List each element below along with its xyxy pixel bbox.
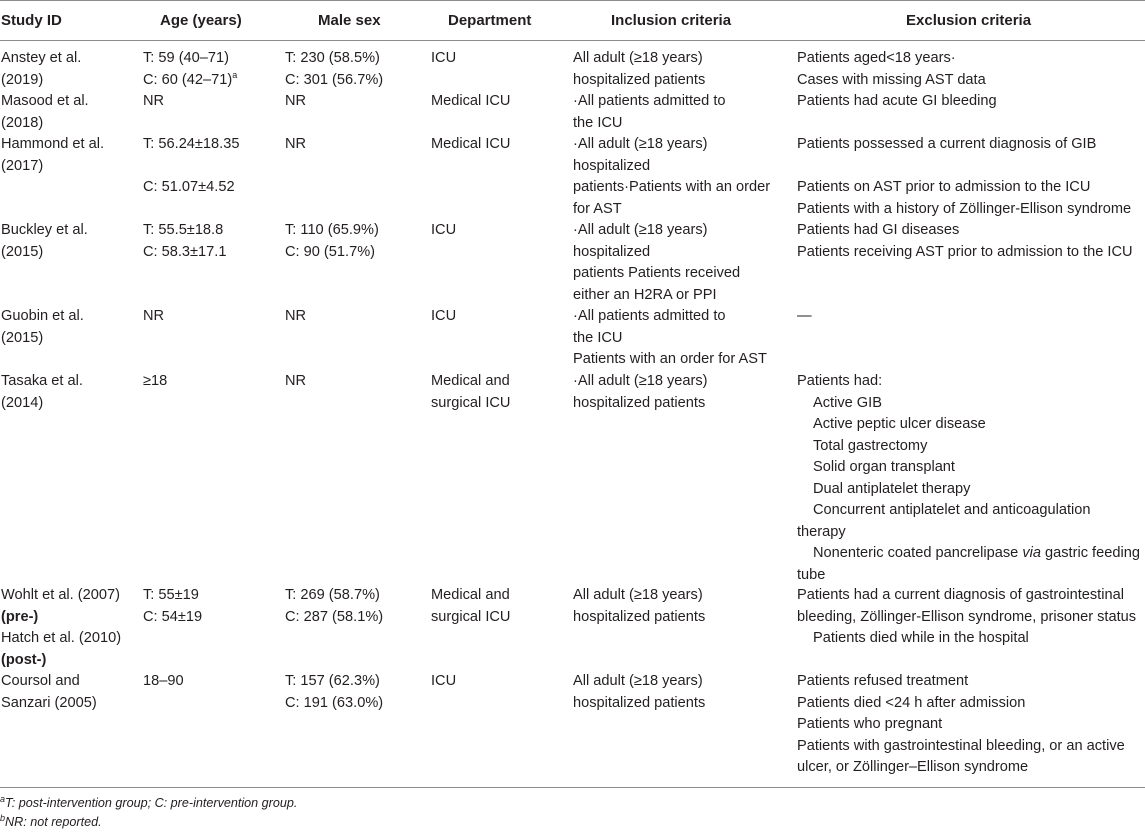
age-cell: T: 56.24±18.35 C: 51.07±4.52	[143, 136, 240, 195]
department-cell: Medical and surgical ICU	[431, 373, 511, 411]
header-inclusion: Inclusion criteria	[611, 12, 732, 29]
footnote-b: $^b$NR: not reported.	[0, 812, 102, 829]
study-id-cell: Coursol and Sanzari (2005)	[1, 673, 97, 711]
study-id-cell: Buckley et al. (2015)	[1, 222, 88, 260]
age-cell: NR	[143, 308, 165, 324]
department-cell: Medical ICU	[431, 136, 511, 152]
department-cell: ICU	[431, 673, 457, 689]
age-cell: T: 55±19 C: 54±19	[143, 587, 203, 625]
department-cell: ICU	[431, 308, 457, 324]
study-id-cell: Masood et al. (2018)	[1, 93, 89, 131]
footnote-marker: a	[232, 69, 238, 80]
header-rule	[0, 40, 1145, 41]
top-rule	[0, 0, 1145, 1]
department-cell: Medical and surgical ICU	[431, 587, 511, 625]
study-id-cell: Anstey et al. (2019)	[1, 50, 82, 88]
study-id-cell: Wohlt et al. (2007) (pre-) Hatch et al. (2010) (post-)	[1, 587, 122, 668]
bottom-rule	[0, 787, 1145, 788]
age-cell: T: 55.5±18.8 C: 58.3±17.1	[143, 222, 227, 260]
exclusion-cell: Patients refused treatment Patients died <24 h after admission Patients who pregnant Patients with gastrointestinal bleeding, or an active ulcer, or Zöllinger–Ellison syndrome	[797, 673, 1125, 775]
header-department: Department	[448, 12, 532, 29]
study-id-cell: Guobin et al. (2015)	[1, 308, 84, 346]
exclusion-cell: Patients had GI diseases Patients receiving AST prior to admission to the ICU	[797, 222, 1133, 260]
department-cell: ICU	[431, 50, 457, 66]
header-age: Age (years)	[160, 12, 242, 29]
age-cell: ≥18	[143, 373, 168, 389]
age-cell: 18–90	[143, 673, 184, 689]
inclusion-cell: All adult (≥18 years) hospitalized patients	[573, 673, 706, 711]
male-sex-cell: T: 157 (62.3%) C: 191 (63.0%)	[285, 673, 384, 711]
inclusion-cell: ·All patients admitted to the ICU	[573, 93, 726, 131]
male-sex-cell: NR	[285, 308, 307, 324]
male-sex-cell: T: 269 (58.7%) C: 287 (58.1%)	[285, 587, 384, 625]
inclusion-cell: ·All patients admitted to the ICU Patients with an order for AST	[573, 308, 767, 367]
footnote-a: $^a$T: post-intervention group; C: pre-intervention group.	[0, 793, 298, 810]
header-study-id: Study ID	[1, 12, 62, 29]
male-sex-cell: T: 230 (58.5%) C: 301 (56.7%)	[285, 50, 384, 88]
header-exclusion: Exclusion criteria	[906, 12, 1032, 29]
study-id-cell: Hammond et al. (2017)	[1, 136, 105, 174]
department-cell: ICU	[431, 222, 457, 238]
inclusion-cell: All adult (≥18 years) hospitalized patients	[573, 587, 706, 625]
inclusion-cell: ·All adult (≥18 years) hospitalized patients Patients received either an H2RA or PPI	[573, 222, 741, 303]
department-cell: Medical ICU	[431, 93, 511, 109]
exclusion-cell: Patients had a current diagnosis of gastrointestinal bleeding, Zöllinger-Ellison syndrome, prisoner status Patients died while in the hospital	[797, 587, 1137, 646]
inclusion-cell: ·All adult (≥18 years) hospitalized patients·Patients with an order for AST	[573, 136, 771, 217]
inclusion-cell: ·All adult (≥18 years) hospitalized patients	[573, 373, 708, 411]
male-sex-cell: NR	[285, 93, 307, 109]
header-male-sex: Male sex	[318, 12, 381, 29]
male-sex-cell: T: 110 (65.9%) C: 90 (51.7%)	[285, 222, 379, 260]
male-sex-cell: NR	[285, 373, 307, 389]
exclusion-cell: Patients aged<18 years· Cases with missing AST data	[797, 50, 986, 88]
study-id-cell: Tasaka et al. (2014)	[1, 373, 83, 411]
age-cell: NR	[143, 93, 165, 109]
exclusion-cell: Patients possessed a current diagnosis of GIB Patients on AST prior to admission to the ICU Patients with a history of Zöllinger-Ellison syndrome	[797, 136, 1132, 217]
male-sex-cell: NR	[285, 136, 307, 152]
age-cell: T: 59 (40–71) C: 60 $(42-71)^a$	[143, 50, 238, 88]
inclusion-cell: All adult (≥18 years) hospitalized patients	[573, 50, 706, 88]
exclusion-cell: Patients had acute GI bleeding	[797, 93, 997, 109]
exclusion-cell: Patients had: Active GIB Active peptic ulcer disease Total gastrectomy Solid organ transplant Dual antiplatelet therapy Concurrent antiplatelet and anticoagulation therapy Nonenteric coated pancrelipase via gastric feeding tube	[797, 373, 1140, 583]
exclusion-cell: —	[797, 308, 812, 324]
